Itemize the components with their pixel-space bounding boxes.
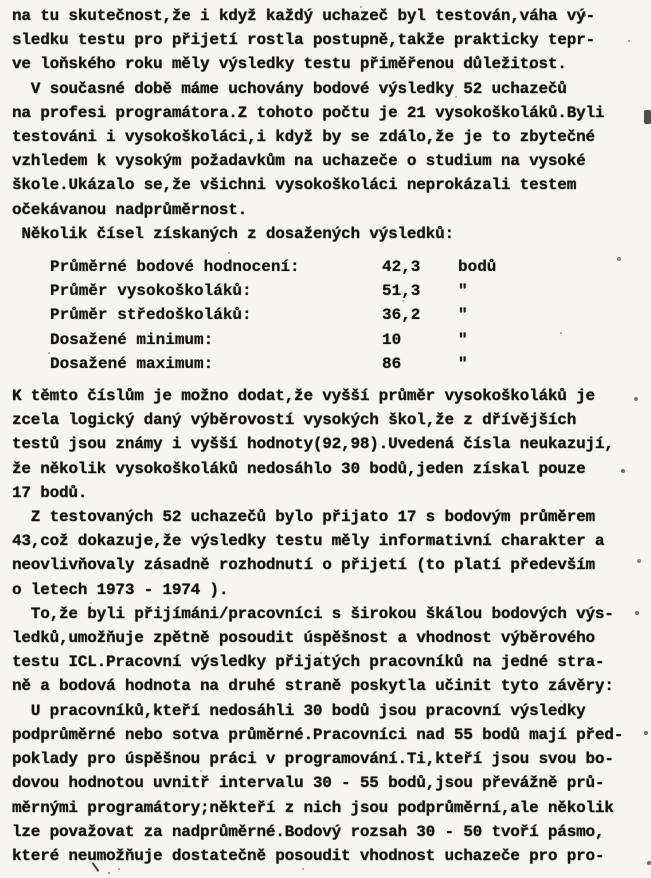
- table-row: [50, 328, 648, 352]
- text-line: 43,což dokazuje,že výsledky testu měly informativní charakter a: [12, 532, 605, 551]
- text-line: podprůměrné nebo sotva průměrné.Pracovníci nad 55 bodů mají před-: [12, 725, 624, 744]
- row-value: 42,3: [382, 258, 421, 277]
- text-line: testů jsou známy i vyšší hodnoty(92,98).Uvedená čísla neukazují,: [12, 435, 614, 454]
- row-unit: ": [458, 306, 468, 325]
- text-line: zcela logický daný výběrovostí vysokých škol,že z dřívějších: [12, 411, 577, 430]
- text-line: ve loňského roku měly výsledky testu přiměřenou důležitost.: [12, 55, 567, 74]
- table-row: [50, 279, 648, 303]
- text-line: že několik vysokoškoláků nedosáhlo 30 bodů,jeden získal pouze: [12, 459, 586, 478]
- text-line: To,že byli přijímáni/pracovníci s širokou škálou bodových výs-: [12, 604, 614, 623]
- text-line: škole.Ukázalo se,že všichni vysokoškoláci neprokázali testem: [12, 176, 577, 195]
- text-line: ně a bodová hodnota na druhé straně poskytla učinit tyto závěry:: [12, 677, 614, 696]
- document-text-column: [12, 4, 648, 868]
- text-line: U pracovníků,kteří nedosáhli 30 bodů jsou pracovní výsledky: [12, 701, 586, 720]
- table-row: [50, 352, 648, 376]
- results-heading: Několik čísel získaných z dosažených výsledků:: [12, 224, 454, 243]
- text-line: 17 bodů.: [12, 483, 88, 502]
- row-value: 36,2: [382, 306, 421, 325]
- row-value: 10: [382, 330, 402, 349]
- text-line: V současné době máme uchovány bodové výsledky 52 uchazečů: [12, 79, 567, 98]
- row-unit: ": [458, 330, 468, 349]
- row-value: 51,3: [382, 282, 421, 301]
- row-label: Dosažené minimum:: [50, 330, 214, 349]
- text-line: na profesi programátora.Z tohoto počtu je 21 vysokoškoláků.Byli: [12, 103, 605, 122]
- text-line: dovou hodnotou uvnitř intervalu 30 - 55 bodů,jsou převážně prů-: [12, 774, 605, 793]
- row-label: Dosažené maximum:: [50, 354, 214, 373]
- text-line: sledku testu pro přijetí rostla postupně,takže prakticky tepr-: [12, 31, 595, 50]
- text-line: očekávanou nadprůměrnost.: [12, 200, 248, 219]
- row-unit: bodů: [458, 258, 497, 277]
- row-unit: ": [458, 354, 468, 373]
- text-line: Z testovaných 52 uchazečů bylo přijato 17 s bodovým průměrem: [12, 508, 595, 527]
- text-line: ledků,umožňuje zpětně posoudit úspěšnost a vhodnost výběrového: [12, 629, 595, 648]
- text-line: lze považovat za nadprůměrné.Bodový rozsah 30 - 50 tvoří pásmo,: [12, 822, 605, 841]
- text-line: testováni i vysokoškoláci,i když by se zdálo,že je to zbytečné: [12, 128, 595, 147]
- text-line: neovlivňovaly zásadně rozhodnutí o přijetí (to platí především: [12, 556, 595, 575]
- row-label: Průměr vysokoškoláků:: [50, 282, 252, 301]
- table-row: [50, 255, 648, 279]
- text-line: které neumožňuje dostatečně posoudit vhodnost uchazeče pro pro-: [12, 846, 605, 865]
- text-line: vzhledem k vysokým požadavkům na uchazeče o studium na vysoké: [12, 152, 586, 171]
- scan-noise-speckles: [0, 0, 2, 2]
- text-line: poklady pro úspěšnou práci v programování.Ti,kteří jsou svou bo-: [12, 750, 614, 769]
- row-value: 86: [382, 354, 402, 373]
- text-line: K těmto číslům je možno dodat,že vyšší průměr vysokoškoláků je: [12, 387, 595, 406]
- results-table: [50, 255, 648, 376]
- text-line: o letech 1973 - 1974 ).: [12, 580, 229, 599]
- text-line: na tu skutečnost,že i když každý uchazeč byl testován,váha vý-: [12, 7, 595, 25]
- row-unit: ": [458, 282, 468, 301]
- table-row: [50, 303, 648, 327]
- row-label: Průměrné bodové hodnocení:: [50, 258, 300, 277]
- text-line: měrnými programátory;někteří z nich jsou podprůměrní,ale několik: [12, 798, 614, 817]
- text-line: testu ICL.Pracovní výsledky přijatých pracovníků na jedné stra-: [12, 653, 605, 672]
- row-label: Průměr středoškoláků:: [50, 306, 252, 325]
